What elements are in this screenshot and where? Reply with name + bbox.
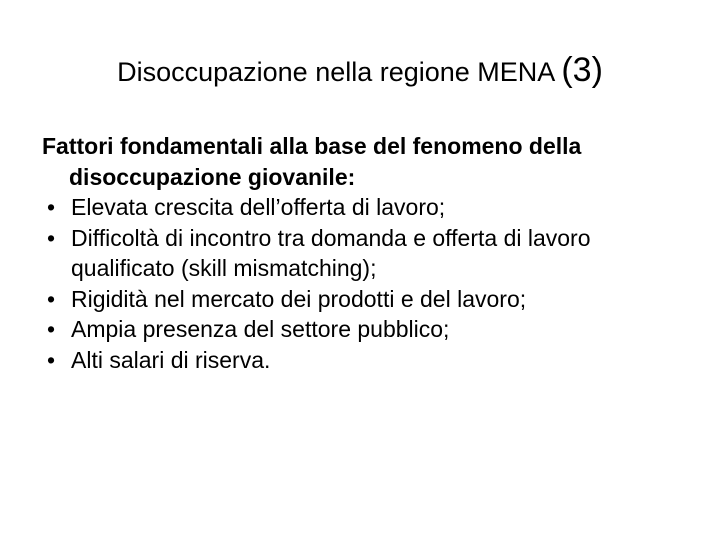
bullet-item bbox=[42, 314, 682, 345]
bullet-icon: • bbox=[46, 194, 56, 220]
bullet-icon: • bbox=[46, 346, 56, 373]
bullet-icon: • bbox=[46, 224, 56, 251]
bullet-icon: • bbox=[46, 316, 56, 342]
bullet-list bbox=[42, 192, 682, 375]
bullet-text: Elevata crescita dell’offerta di lavoro; bbox=[71, 194, 446, 220]
slide-body bbox=[42, 131, 682, 375]
bullet-text: Alti salari di riserva. bbox=[71, 346, 271, 373]
bullet-item bbox=[42, 345, 682, 376]
bullet-item bbox=[42, 284, 682, 315]
bullet-item bbox=[42, 192, 682, 223]
bullet-icon: • bbox=[46, 285, 56, 312]
slide-title-text: Disoccupazione nella regione MENA bbox=[117, 57, 554, 87]
slide-title bbox=[0, 46, 720, 96]
bullet-text: Rigidità nel mercato dei prodotti e del lavoro; bbox=[71, 285, 527, 312]
bullet-text: Ampia presenza del settore pubblico; bbox=[71, 316, 450, 342]
intro-text: Fattori fondamentali alla base del fenomeno della disoccupazione giovanile: bbox=[42, 133, 582, 190]
slide-title-number: (3) bbox=[561, 51, 603, 89]
bullet-item bbox=[42, 223, 682, 284]
bullet-text: Difficoltà di incontro tra domanda e offerta di lavoro qualificato (skill mismatching); bbox=[71, 224, 591, 281]
